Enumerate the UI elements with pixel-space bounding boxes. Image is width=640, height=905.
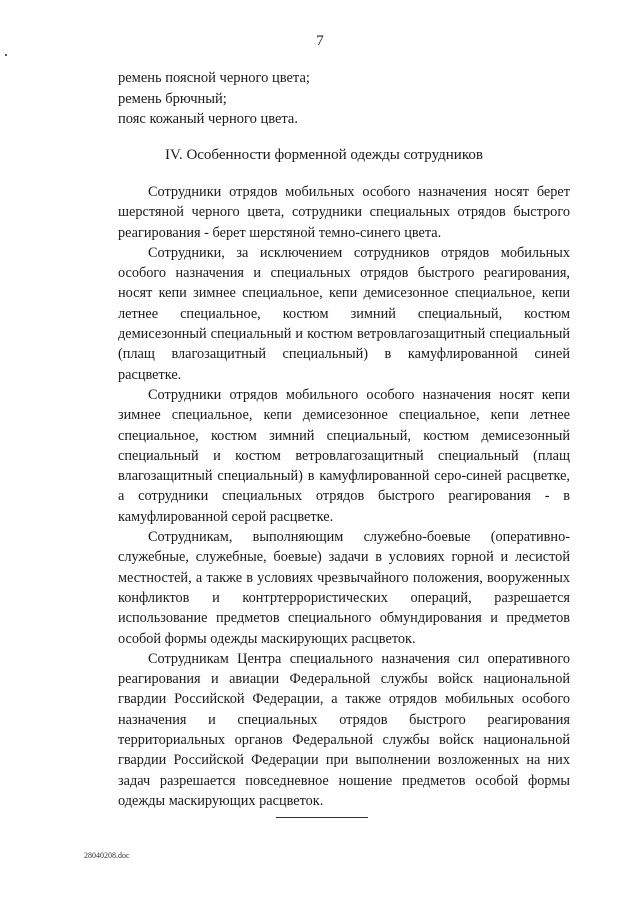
section-heading: IV. Особенности форменной одежды сотрудников	[165, 147, 483, 163]
paragraph: Сотрудники отрядов мобильных особого назначения носят берет шерстяной черного цвета, сотрудники специальных отрядов быстрого реагирования - берет шерстяной темно-синего цвета.	[118, 184, 570, 241]
paragraph: Сотрудники отрядов мобильного особого назначения носят кепи зимнее специальное, кепи демисезонное специальное, кепи летнее специальное, костюм зимний специальный, костюм демисезонный специальный и костюм ветровлагозащитный специальный (плащ влагозащитный специальный) в камуфлированной серо-синей расцветке, а сотрудники специальных отрядов быстрого реагирования - в камуфлированной серой расцветке.	[118, 386, 570, 525]
document-body	[118, 182, 570, 811]
list-item: пояс кожаный черного цвета.	[118, 111, 298, 127]
item-list	[118, 68, 310, 130]
separator-line	[276, 817, 368, 818]
page-number: 7	[316, 33, 324, 49]
paragraph: Сотрудникам Центра специального назначения сил оперативного реагирования и авиации Федеральной службы войск национальной гвардии Российской Федерации, а также отрядов мобильных особого назначения и специальных отрядов быстрого реагирования территориальных органов Федеральной службы войск национальной гвардии Российской Федерации при выполнении возложенных на них задач разрешается повседневное ношение предметов особой формы одежды маскирующих расцветок.	[118, 650, 570, 809]
list-item: ремень брючный;	[118, 90, 227, 107]
paragraph: Сотрудникам, выполняющим служебно-боевые (оперативно-служебные, служебные, боевые) задачи в условиях горной и лесистой местностей, а также в условиях чрезвычайного положения, вооруженных конфликтов и контртеррористических операций, разрешается использование предметов специального обмундирования и предметов особой формы одежды маскирующих расцветок.	[118, 529, 570, 647]
scan-mark	[5, 54, 7, 56]
paragraph: Сотрудники, за исключением сотрудников отрядов мобильных особого назначения и специальных отрядов быстрого реагирования, носят кепи зимнее специальное, кепи демисезонное специальное, кепи летнее специальное, костюм зимний специальный, костюм демисезонный специальный и костюм ветровлагозащитный специальный (плащ влагозащитный специальный) в камуфлированной синей расцветке.	[118, 244, 570, 383]
list-item: ремень поясной черного цвета;	[118, 70, 310, 86]
footer-filename: 28040208.doc	[84, 851, 130, 860]
